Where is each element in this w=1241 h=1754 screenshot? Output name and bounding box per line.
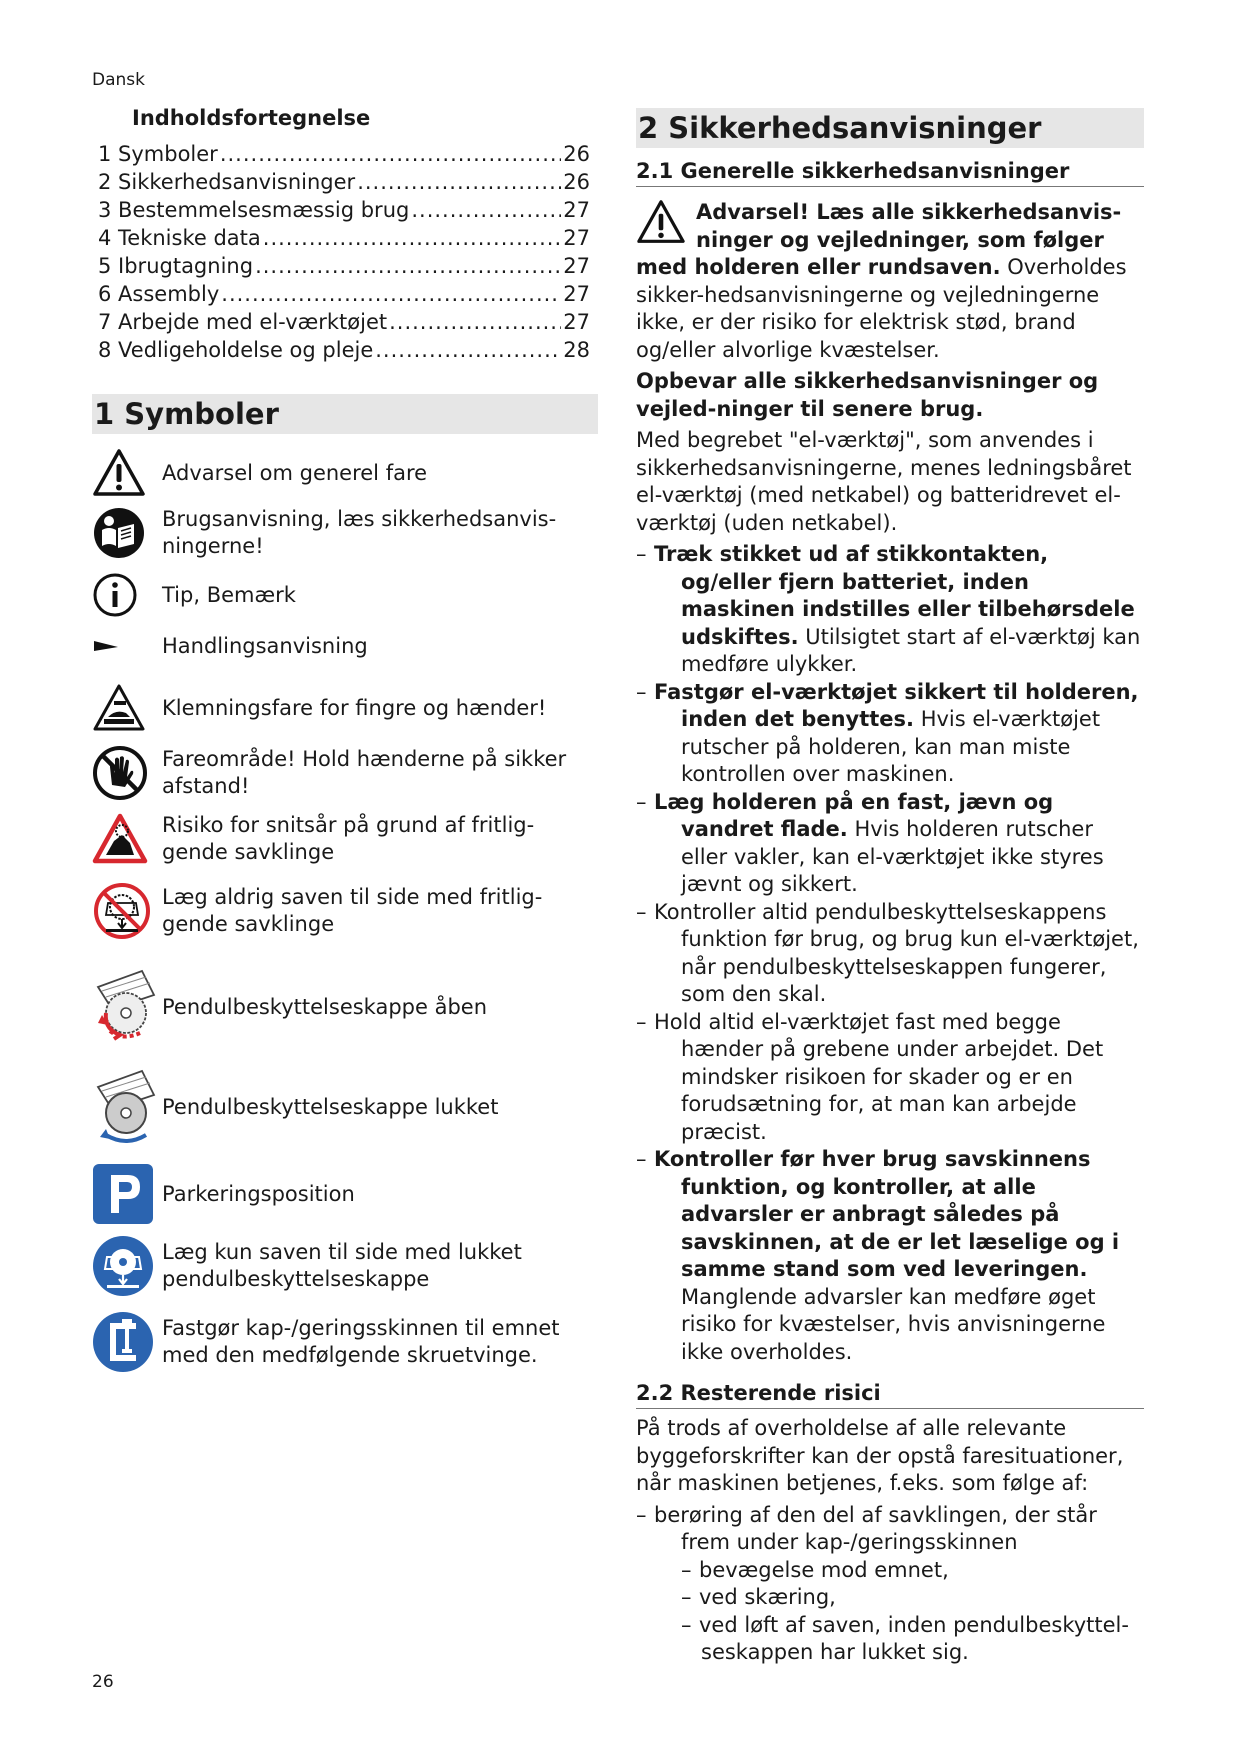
symbol-label: Læg aldrig saven til side med fritlig-gende savklinge <box>162 885 543 936</box>
clamp-icon <box>92 1311 162 1373</box>
general-warning-block <box>636 199 1144 364</box>
list-item-text: Hold altid el-værktøjet fast med begge hænder på grebene under arbejdet. Det mindsker risikoen for skader og er en forudsætning for, at man kan arbejde præcist. <box>654 1009 1104 1144</box>
symbol-label: Pendulbeskyttelseskappe åben <box>162 994 488 1019</box>
toc-entry-page: 27 <box>563 226 590 250</box>
list-subitem-text: bevægelse mod emnet, <box>699 1557 949 1582</box>
symbol-item <box>92 744 598 802</box>
subsection-heading-general: 2.1 Generelle sikkerhedsanvisninger <box>636 158 1144 187</box>
warning-triangle-icon <box>92 448 162 498</box>
symbol-item <box>92 682 598 734</box>
toc-entry-page: 27 <box>563 254 590 278</box>
toc-leader <box>255 252 561 280</box>
toc-entry[interactable] <box>98 140 590 168</box>
page-number: 26 <box>92 1672 114 1692</box>
toc-entry-page: 27 <box>563 310 590 334</box>
toc-entry-page: 27 <box>563 198 590 222</box>
symbol-list <box>92 446 598 1374</box>
list-subitem-text: ved løft af saven, inden pendulbeskyttel-seskappen har lukket sig. <box>699 1612 1129 1664</box>
toc-entry-label: 4 Tekniske data <box>98 226 261 250</box>
list-subitem: – ved skæring, <box>681 1585 836 1609</box>
toc-entry[interactable] <box>98 196 590 224</box>
symbol-item <box>92 446 598 500</box>
toc-entry[interactable] <box>98 308 590 336</box>
page-language: Dansk <box>92 70 145 90</box>
manual-read-icon <box>92 506 162 560</box>
list-item-text: Hvis el-værktøjet rutscher på holderen, kan man miste kontrollen over maskinen. <box>681 707 1101 786</box>
list-item-text: berøring af den del af savklingen, der står frem under kap-/geringsskinnen <box>654 1502 1097 1554</box>
symbol-item <box>92 626 598 666</box>
guard-closed-icon <box>92 1065 162 1149</box>
info-icon <box>92 572 162 618</box>
symbol-item <box>92 1234 598 1298</box>
toc-entry[interactable] <box>98 252 590 280</box>
saw-down-closed-icon <box>92 1235 162 1297</box>
list-item-text: Hvis holderen rutscher eller vakler, kan el-værktøjet ikke styres jævnt og sikkert. <box>681 817 1104 896</box>
list-subitem-text: ved skæring, <box>699 1585 836 1609</box>
symbol-item <box>92 1310 598 1374</box>
symbol-label: Brugsanvisning, læs sikkerhedsanvis-ningerne! <box>162 507 557 558</box>
list-item: – Hold altid el-værktøjet fast med begge hænder på grebene under arbejdet. Det mindsker risikoen for skader og er en forudsætning for, at man kan arbejde præcist. <box>636 1009 1104 1144</box>
symbol-item <box>92 570 598 620</box>
symbol-item <box>92 504 598 562</box>
symbol-label: Pendulbeskyttelseskappe lukket <box>162 1094 499 1119</box>
toc-entry[interactable] <box>98 168 590 196</box>
toc-entry-label: 8 Vedligeholdelse og pleje <box>98 338 374 362</box>
list-item-bold: Læg holderen på en fast, jævn og vandret flade. <box>654 789 1054 841</box>
symbol-label: Advarsel om generel fare <box>162 460 428 485</box>
general-warning-paragraph <box>636 199 1144 364</box>
toc-leader <box>220 140 561 168</box>
toc-entry-label: 1 Symboler <box>98 142 218 166</box>
warning-triangle-icon <box>636 199 690 253</box>
list-item-bold: Kontroller før hver brug savskinnens funktion, og kontroller, at alle advarsler er anbragt således på savskinnen, at de er let læselige og i samme stand som ved leveringen. <box>654 1147 1120 1281</box>
symbol-label: Handlingsanvisning <box>162 633 368 658</box>
section-heading-symbols: 1 Symboler <box>92 394 598 434</box>
list-item-bold: Fastgør el-værktøjet sikkert til holderen, inden det benyttes. <box>654 679 1139 731</box>
subsection-heading-residual: 2.2 Resterende risici <box>636 1380 1144 1409</box>
toc-entry-page: 26 <box>563 170 590 194</box>
toc-leader <box>263 224 561 252</box>
general-warning-bold: Advarsel! Læs alle sikkerhedsanvis-ninger og vejledninger, som følger med holderen eller rundsaven. <box>636 200 1122 279</box>
symbol-label: Læg kun saven til side med lukket pendulbeskyttelseskappe <box>162 1240 522 1291</box>
action-arrow-icon <box>92 639 162 653</box>
symbol-label: Klemningsfare for fingre og hænder! <box>162 695 547 720</box>
symbol-item <box>92 880 598 942</box>
safety-list <box>636 541 1144 1366</box>
list-item-text: Utilsigtet start af el-værktøj kan medføre ulykker. <box>681 624 1141 676</box>
toc-entry-label: 7 Arbejde med el-værktøjet <box>98 310 388 334</box>
list-item-text: Manglende advarsler kan medføre øget risiko for kvæstelser, hvis anvisningerne ikke overholdes. <box>681 1284 1106 1364</box>
symbol-label: Fastgør kap-/geringsskinnen til emnet med den medfølgende skruetvinge. <box>162 1316 560 1367</box>
symbol-item <box>92 1064 598 1150</box>
section-heading-safety: 2 Sikkerhedsanvisninger <box>636 108 1144 148</box>
blade-cut-icon <box>92 813 162 865</box>
list-subitem: – bevægelse mod emnet, <box>681 1557 949 1582</box>
symbol-item <box>92 1162 598 1226</box>
list-item: – Kontroller før hver brug savskinnens funktion, og kontroller, at alle advarsler er anbragt således på savskinnen, at de er let læselige og i samme stand som ved leveringen. Manglende advarsler kan medføre øget risiko for kvæstelser, hvis anvisningerne ikke overholdes. <box>636 1147 1120 1364</box>
symbol-label: Tip, Bemærk <box>162 582 296 607</box>
list-item: – Fastgør el-værktøjet sikkert til holderen, inden det benyttes. Hvis el-værktøjet rutscher på holderen, kan man miste kontrollen over maskinen. <box>636 679 1139 786</box>
right-column <box>636 108 1144 1667</box>
residual-intro: På trods af overholdelse af alle relevante byggeforskrifter kan der opstå faresituationer, når maskinen betjenes, f.eks. som følge af: <box>636 1416 1124 1495</box>
table-of-contents <box>98 140 590 364</box>
list-item: – Læg holderen på en fast, jævn og vandret flade. Hvis holderen rutscher eller vakler, kan el-værktøjet ikke styres jævnt og sikkert. <box>636 789 1104 896</box>
toc-leader <box>389 308 561 336</box>
toc-leader <box>221 280 561 308</box>
residual-list <box>636 1502 1144 1667</box>
symbol-item <box>92 964 598 1050</box>
toc-entry-label: 2 Sikkerhedsanvisninger <box>98 170 356 194</box>
toc-leader <box>357 168 561 196</box>
toc-entry-page: 27 <box>563 282 590 306</box>
list-item: – Kontroller altid pendulbeskyttelseskappens funktion før brug, og brug kun el-værktøjet, når pendulbeskyttelseskappen fungerer, som den skal. <box>636 899 1139 1006</box>
list-item: – berøring af den del af savklingen, der står frem under kap-/geringsskinnen <box>636 1502 1097 1554</box>
toc-entry[interactable] <box>98 280 590 308</box>
no-hands-icon <box>92 745 162 801</box>
guard-open-icon <box>92 965 162 1049</box>
list-subitem: – ved løft af saven, inden pendulbeskyttel-seskappen har lukket sig. <box>681 1612 1129 1664</box>
toc-entry-page: 26 <box>563 142 590 166</box>
list-item-text: Kontroller altid pendulbeskyttelseskappens funktion før brug, og brug kun el-værktøjet, når pendulbeskyttelseskappen fungerer, som den skal. <box>654 899 1139 1006</box>
symbol-item <box>92 810 598 868</box>
toc-title: Indholdsfortegnelse <box>132 106 371 130</box>
toc-entry[interactable] <box>98 224 590 252</box>
list-item-bold: Træk stikket ud af stikkontakten, og/eller fjern batteriet, inden maskinen indstilles eller tilbehørsdele udskiftes. <box>654 542 1135 649</box>
symbol-label: Parkeringsposition <box>162 1181 355 1206</box>
toc-leader <box>411 196 561 224</box>
symbol-label: Fareområde! Hold hænderne på sikker afstand! <box>162 747 567 798</box>
left-column <box>92 106 598 1374</box>
hand-pinch-icon <box>92 683 162 733</box>
power-tool-definition: Med begrebet "el-værktøj", som anvendes i sikkerhedsanvisningerne, menes ledningsbåret el-værktøj (med netkabel) og batteridrevet el-værktøj (uden netkabel). <box>636 428 1132 535</box>
toc-entry-label: 5 Ibrugtagning <box>98 254 254 278</box>
general-warning-text: Overholdes sikker-hedsanvisningerne og vejledningerne ikke, er der risiko for elektrisk stød, brand og/eller alvorlige kvæstelser. <box>636 255 1127 362</box>
toc-entry[interactable] <box>98 336 590 364</box>
toc-leader <box>375 336 561 364</box>
toc-entry-label: 3 Bestemmelsesmæssig brug <box>98 198 410 222</box>
symbol-label: Risiko for snitsår på grund af fritlig-gende savklinge <box>162 813 535 864</box>
blade-prohibited-icon <box>92 881 162 941</box>
keep-instructions-text: Opbevar alle sikkerhedsanvisninger og vejled-ninger til senere brug. <box>636 369 1099 421</box>
list-item: – Træk stikket ud af stikkontakten, og/eller fjern batteriet, inden maskinen indstilles eller tilbehørsdele udskiftes. Utilsigtet start af el-værktøj kan medføre ulykker. <box>636 542 1141 676</box>
toc-entry-label: 6 Assembly <box>98 282 220 306</box>
parking-icon <box>92 1163 162 1225</box>
toc-entry-page: 28 <box>563 338 590 362</box>
